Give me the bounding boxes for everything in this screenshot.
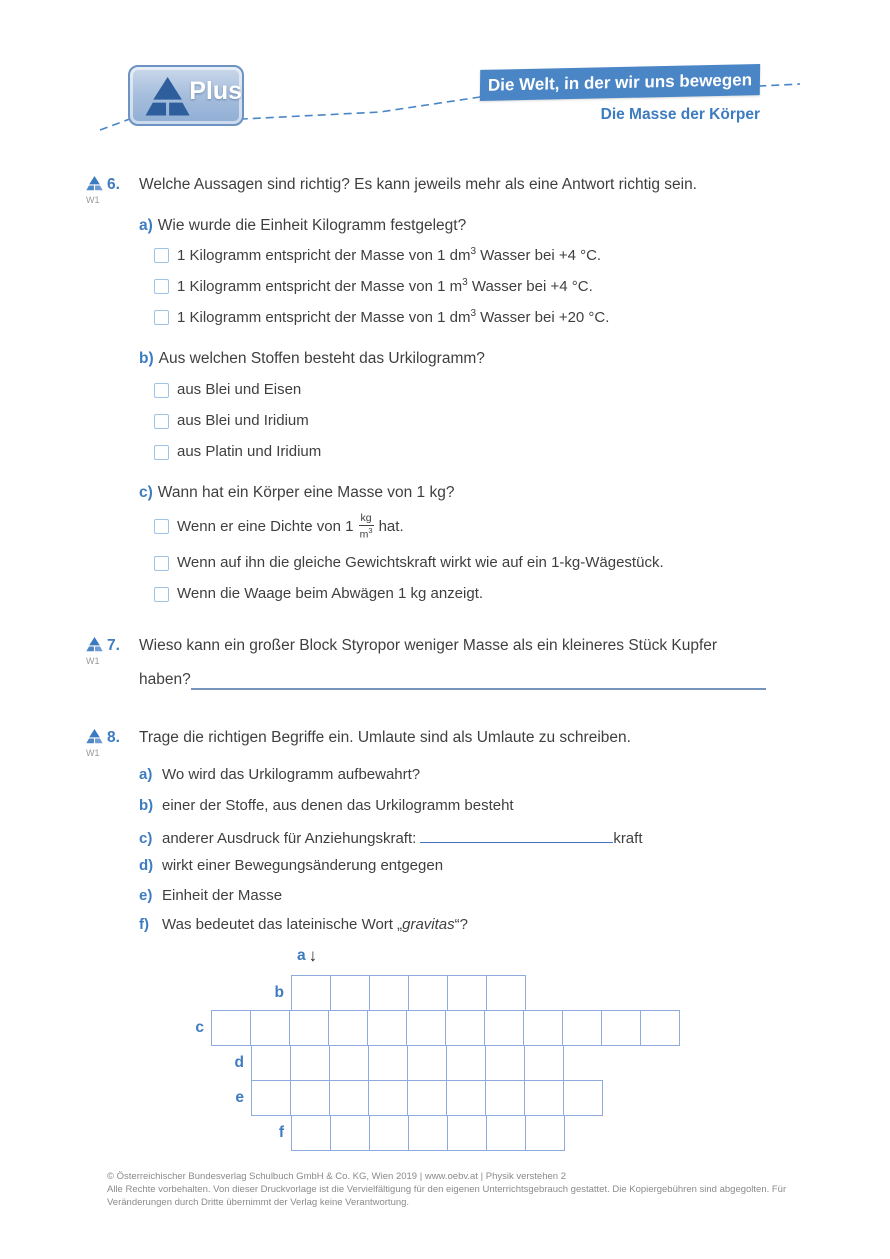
crossword-cell[interactable] [367,1010,407,1046]
crossword-row-b [274,975,526,1011]
item-text: Einheit der Masse [162,887,283,904]
option-label: 1 Kilogramm entspricht der Masse von 1 $dm^3$ Wasser bei +20 °C. [177,308,610,326]
q8-item-d: d) wirkt einer Bewegungsänderung entgegen [139,857,444,874]
chapter-banner [480,64,760,101]
footer-copyright: © Österreichischer Bundesverlag Schulbuch GmbH & Co. KG, Wien 2019 | www.oebv.at | Physik verstehen 2 [107,1171,566,1182]
q6a-option-2 [154,277,593,295]
item-text: anderer Ausdruck für Anziehungskraft: [162,830,417,847]
crossword-cell[interactable] [290,1080,330,1116]
crossword-cell[interactable] [211,1010,251,1046]
crossword-cell[interactable] [408,975,448,1011]
fraction-kg-per-m3: $\frac{kg}{m^3}$ [359,512,373,540]
crossword-cell[interactable] [250,1010,290,1046]
subquestion-text: Wie wurde die Einheit Kilogramm festgelegt? [157,217,467,234]
crossword-cell[interactable] [368,1080,408,1116]
crossword-cell[interactable] [447,1115,487,1151]
crossword-cell[interactable] [524,1080,564,1116]
crossword-row-label: b [274,984,284,1001]
footer-rights-line2: Veränderungen durch Dritte übernimmt der Verlag keine Verantwortung. [107,1197,410,1208]
subquestion-label: a) [139,217,153,234]
checkbox[interactable] [154,587,169,602]
crossword-cell[interactable] [329,1045,369,1081]
plus-logo-badge [128,65,244,126]
q6c-option-1 [154,513,404,540]
crossword-column-label: a ↓ [297,946,318,965]
item-text: Was bedeutet das lateinische Wort „ [162,916,403,933]
subquestion-text: Aus welchen Stoffen besteht das Urkilogramm? [158,350,485,367]
crossword-cell[interactable] [563,1080,603,1116]
crossword-row-label: c [195,1019,204,1036]
pyramid-logo-icon [142,75,193,117]
item-text-suffix: “? [454,916,468,933]
down-arrow-icon: ↓ [308,946,318,965]
option-label: Wenn er eine Dichte von 1 $\frac{kg}{m^3}$ hat. [177,512,404,540]
crossword-cell[interactable] [407,1080,447,1116]
crossword-cell[interactable] [291,1115,331,1151]
crossword-cell[interactable] [408,1115,448,1151]
question-title-line2: haben? [139,671,191,688]
item-text: wirkt einer Bewegungsänderung entgegen [162,857,444,874]
crossword-cell[interactable] [251,1045,291,1081]
q6b-option-2 [154,412,309,429]
checkbox[interactable] [154,279,169,294]
crossword-cell[interactable] [330,975,370,1011]
option-label: aus Blei und Eisen [177,381,302,398]
crossword-cell[interactable] [601,1010,641,1046]
checkbox[interactable] [154,414,169,429]
answer-blank-line[interactable] [191,688,766,690]
crossword-cell[interactable] [290,1045,330,1081]
crossword-cell[interactable] [446,1080,486,1116]
option-label: Wenn die Waage beim Abwägen 1 kg anzeigt. [177,585,484,602]
q8-item-c: c) anderer Ausdruck für Anziehungskraft: kraft [139,830,643,847]
difficulty-tag: W1 [86,195,100,205]
page-subtitle: Die Masse der Körper [600,106,760,123]
q8-item-f: f) Was bedeutet das lateinische Wort „gravitas“? [139,916,468,933]
subquestion-label: b) [139,350,154,367]
chapter-banner-title: Die Welt, in der wir uns bewegen [487,69,753,95]
item-text-italic: gravitas [402,916,455,933]
subquestion-b [139,350,485,368]
pyramid-marker-icon [85,728,104,744]
q6a-option-1 [154,246,601,264]
crossword-cell[interactable] [486,1115,526,1151]
subquestion-text: Wann hat ein Körper eine Masse von 1 kg? [157,484,455,501]
question-number: 8. [107,729,120,746]
crossword-row-c [195,1010,680,1046]
question-number: 7. [107,637,120,654]
crossword-row-label: e [235,1089,244,1106]
subquestion-a [139,217,466,235]
crossword-row-d [234,1045,564,1081]
footer-rights-line1: Alle Rechte vorbehalten. Von dieser Druckvorlage ist die Vervielfältigung für den eigenen Unterrichtsgebrauch gestattet. Die Kopiergebühren sind abgegolten. Für [107,1184,787,1195]
crossword-cell[interactable] [447,975,487,1011]
crossword-row-label: d [234,1054,244,1071]
checkbox[interactable] [154,248,169,263]
q6b-option-3 [154,443,321,460]
crossword-cell[interactable] [486,975,526,1011]
item-text-suffix: kraft [613,830,643,847]
q6a-option-3 [154,308,609,326]
option-label: 1 Kilogramm entspricht der Masse von 1 $dm^3$ Wasser bei +4 °C. [177,246,602,264]
fill-in-blank[interactable] [420,828,613,843]
option-label: aus Platin und Iridium [177,443,322,460]
crossword-cell[interactable] [329,1080,369,1116]
option-label: aus Blei und Iridium [177,412,309,429]
crossword-cell[interactable] [485,1080,525,1116]
crossword-cell[interactable] [407,1045,447,1081]
crossword-cell[interactable] [251,1080,291,1116]
item-text: einer der Stoffe, aus denen das Urkilogramm besteht [162,797,514,814]
checkbox[interactable] [154,445,169,460]
crossword-row-e [235,1080,603,1116]
q8-item-e: e) Einheit der Masse [139,887,283,904]
crossword-cell[interactable] [291,975,331,1011]
subquestion-label: c) [139,484,153,501]
q6c-option-3 [154,585,483,602]
crossword-cell[interactable] [446,1045,486,1081]
q6c-option-2 [154,554,664,571]
difficulty-tag: W1 [86,656,100,666]
crossword-cell[interactable] [330,1115,370,1151]
checkbox[interactable] [154,383,169,398]
option-label: 1 Kilogramm entspricht der Masse von 1 $m^3$ Wasser bei +4 °C. [177,277,593,295]
checkbox[interactable] [154,556,169,571]
checkbox[interactable] [154,519,169,534]
q6b-option-1 [154,381,301,398]
question-title: Welche Aussagen sind richtig? Es kann jeweils mehr als eine Antwort richtig sein. [139,176,697,193]
crossword-cell[interactable] [485,1045,525,1081]
question-number: 6. [107,176,120,193]
crossword-cell[interactable] [640,1010,680,1046]
subquestion-c [139,484,454,502]
crossword-row-f [278,1115,565,1151]
item-text: Wo wird das Urkilogramm aufbewahrt? [162,766,421,783]
crossword-cell[interactable] [369,1115,409,1151]
crossword-cell[interactable] [289,1010,329,1046]
crossword-cell[interactable] [368,1045,408,1081]
crossword-cell[interactable] [328,1010,368,1046]
question-title: Trage die richtigen Begriffe ein. Umlaute sind als Umlaute zu schreiben. [139,729,631,746]
crossword-cell[interactable] [562,1010,602,1046]
crossword-cell[interactable] [484,1010,524,1046]
crossword-row-label: f [278,1124,284,1141]
crossword-cell[interactable] [406,1010,446,1046]
difficulty-tag: W1 [86,748,100,758]
question-title-line1: Wieso kann ein großer Block Styropor weniger Masse als ein kleineres Stück Kupfer [139,637,718,654]
option-label: Wenn auf ihn die gleiche Gewichtskraft wirkt wie auf ein 1-kg-Wägestück. [177,554,664,571]
pyramid-marker-icon [85,636,104,652]
checkbox[interactable] [154,310,169,325]
crossword-cell[interactable] [523,1010,563,1046]
q8-item-a: a) Wo wird das Urkilogramm aufbewahrt? [139,766,421,783]
crossword-cell[interactable] [369,975,409,1011]
logo-text: Plus [189,77,242,105]
pyramid-marker-icon [85,175,104,191]
crossword-cell[interactable] [525,1115,565,1151]
crossword-cell[interactable] [445,1010,485,1046]
crossword-cell[interactable] [524,1045,564,1081]
q8-item-b: b) einer der Stoffe, aus denen das Urkilogramm besteht [139,797,514,814]
